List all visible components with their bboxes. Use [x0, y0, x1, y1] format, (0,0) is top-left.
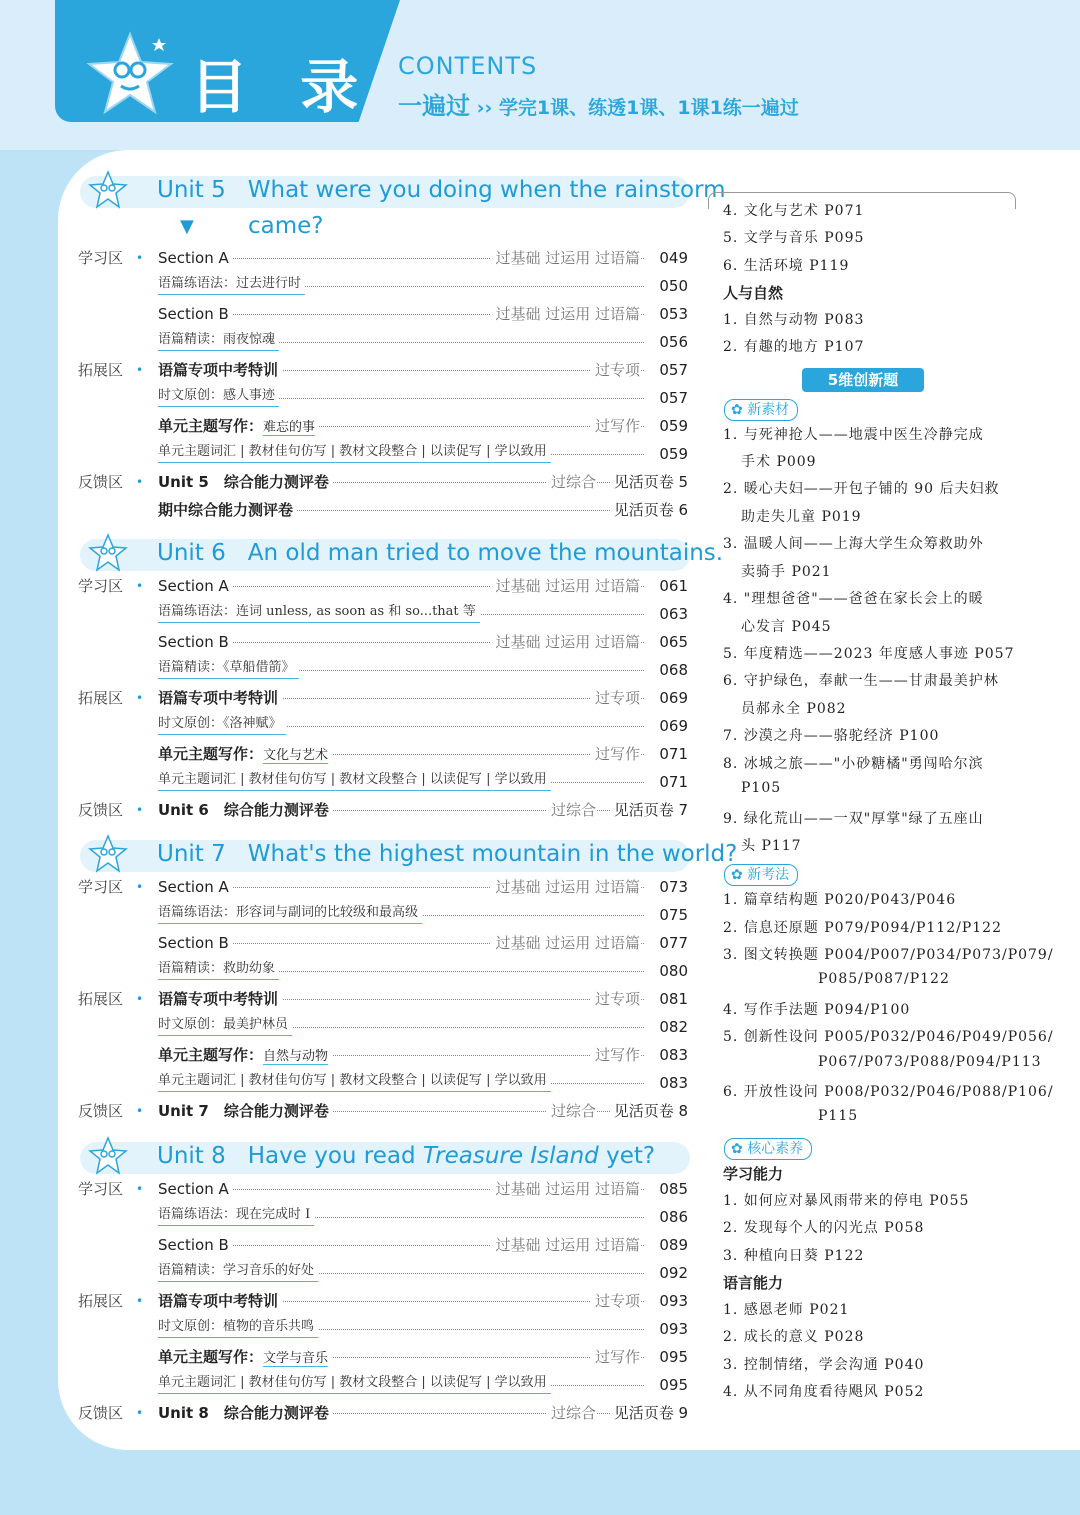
zone-label: 反馈区 [78, 1102, 124, 1120]
page-number: 073 [644, 875, 688, 899]
toc-entry-label[interactable]: 语篇练语法：形容词与副词的比较级和最高级 [158, 903, 422, 924]
theme-item: 4. 文化与艺术 P071 [723, 203, 865, 219]
bullet-icon: • [136, 1406, 144, 1420]
bullet-icon: • [136, 803, 144, 817]
page-number: 093 [644, 1317, 688, 1341]
toc-entry-label[interactable]: Section A [158, 246, 233, 270]
toc-row[interactable] [78, 358, 688, 382]
practice-tags: 过综合 [547, 470, 596, 494]
material-item: 5. 年度精选——2023 年度感人事迹 P057 [723, 646, 1015, 663]
section-heading: 学习能力 [723, 1165, 784, 1183]
exam-item: 3. 图文转换题 P004/P007/P034/P073/P079/ [723, 947, 1054, 963]
unit-subtitle: Have you read [247, 1143, 416, 1169]
toc-entry-label[interactable]: 单元主题写作：文学与音乐 [158, 1345, 332, 1371]
toc-entry-label[interactable]: 语篇精读：救助幼象 [158, 959, 279, 980]
toc-row[interactable] [78, 274, 688, 298]
page-number: 065 [644, 630, 688, 654]
toc-entry-label[interactable]: 语篇专项中考特训 [158, 358, 282, 382]
right-column [708, 192, 1054, 1432]
bullet-icon: • [136, 691, 144, 705]
page-number: 059 [644, 414, 688, 438]
page-number: 093 [644, 1289, 688, 1313]
toc-row[interactable] [78, 1317, 688, 1341]
toc-entry-label[interactable]: 时文原创：植物的音乐共鸣 [158, 1317, 318, 1338]
down-triangle-icon: ▼ [180, 216, 194, 237]
practice-tags: 过写作 [591, 1345, 640, 1369]
page-number: 086 [644, 1205, 688, 1229]
toc-row[interactable] [78, 574, 688, 598]
exam-item: 5. 创新性设问 P005/P032/P046/P049/P056/ [723, 1029, 1054, 1046]
zone-label: 拓展区 [78, 361, 124, 379]
page-number: 083 [644, 1043, 688, 1067]
bullet-icon: • [136, 1182, 144, 1196]
toc-row[interactable] [78, 1015, 688, 1039]
toc-row[interactable] [78, 714, 688, 738]
zone-label: 反馈区 [78, 801, 124, 819]
toc-entry-label[interactable]: Unit 8 综合能力测评卷 [158, 1401, 333, 1425]
arrow-icon: ›› [476, 97, 499, 119]
language-item: 1. 感恩老师 P021 [723, 1301, 850, 1318]
practice-tags: 过综合 [547, 1099, 596, 1123]
toc-row[interactable] [78, 742, 688, 766]
toc-row[interactable] [78, 959, 688, 983]
tag-label: 核心素养 [747, 1141, 804, 1157]
practice-tags: 过写作 [591, 742, 640, 766]
material-item-cont: 手术 P009 [741, 453, 817, 470]
material-item-cont: 助走失儿童 P019 [741, 508, 862, 525]
toc-row[interactable] [78, 686, 688, 710]
practice-tags: 过基础 过运用 过语篇 [491, 875, 640, 899]
toc-entry-label[interactable]: Section A [158, 875, 233, 899]
toc-entry-label[interactable]: 语篇精读：雨夜惊魂 [158, 330, 279, 351]
section-heading: 语言能力 [723, 1273, 784, 1292]
unit-number: Unit 6 [157, 540, 226, 566]
practice-tags: 过基础 过运用 过语篇 [491, 1177, 640, 1201]
exam-item: 2. 信息还原题 P079/P094/P112/P122 [723, 919, 1002, 936]
toc-entry-label[interactable]: 单元主题写作：文化与艺术 [158, 742, 332, 768]
material-item: 7. 沙漠之舟——骆驼经济 P100 [723, 728, 940, 745]
practice-tags: 过综合 [547, 1401, 596, 1425]
bullet-icon: • [136, 579, 144, 593]
learning-item: 3. 种植向日葵 P122 [723, 1247, 865, 1264]
practice-tags: 过写作 [591, 414, 640, 438]
unit-subtitle-line2: came? [248, 213, 324, 239]
toc-row[interactable] [78, 414, 688, 438]
new-exam-tag [724, 864, 798, 886]
material-item: 8. 冰城之旅——"小砂糖橘"勇闯哈尔滨 [723, 755, 984, 772]
exam-item: 6. 开放性设问 P008/P032/P046/P088/P106/ [723, 1084, 1054, 1101]
writing-topic: 难忘的事 [263, 420, 316, 435]
practice-tags: 过基础 过运用 过语篇 [491, 1233, 640, 1257]
toc-row[interactable] [78, 798, 688, 822]
bullet-icon: • [136, 1104, 144, 1118]
toc-entry-label[interactable]: 语篇精读：《草船借箭》 [158, 658, 299, 679]
exam-item: 4. 写作手法题 P094/P100 [723, 1001, 911, 1018]
exam-item-cont: P085/P087/P122 [818, 971, 950, 988]
practice-tags: 过基础 过运用 过语篇 [491, 931, 640, 955]
bullet-icon: • [136, 880, 144, 894]
tag-label: 新考法 [747, 867, 790, 884]
section-heading: 人与自然 [723, 283, 784, 302]
page-number: 见活页卷 5 [610, 470, 688, 494]
toc-entry-label[interactable]: 语篇专项中考特训 [158, 686, 282, 710]
toc-row[interactable] [78, 875, 688, 899]
practice-tags: 过专项 [591, 686, 640, 710]
material-item-cont: P105 [741, 779, 782, 796]
practice-tags: 过写作 [591, 1043, 640, 1067]
language-item: 4. 从不同角度看待飓风 P052 [723, 1383, 925, 1400]
writing-topic: 自然与动物 [263, 1049, 329, 1064]
unit-title [157, 177, 726, 203]
page-number: 077 [644, 931, 688, 955]
toc-row[interactable] [78, 931, 688, 955]
material-item: 4. "理想爸爸"——爸爸在家长会上的暖 [723, 591, 984, 608]
toc-row[interactable] [78, 246, 688, 270]
toc-row[interactable] [78, 386, 688, 410]
toc-row[interactable] [78, 442, 688, 466]
toc-entry-label[interactable]: 单元主题写作：难忘的事 [158, 414, 319, 440]
language-item: 2. 成长的意义 P028 [723, 1329, 865, 1346]
bullet-icon: • [136, 251, 144, 265]
contents-label: CONTENTS [398, 52, 538, 80]
writing-topic: 文化与艺术 [263, 748, 329, 763]
theme-item: 2. 有趣的地方 P107 [723, 339, 865, 356]
unit-subtitle-end: yet? [606, 1143, 656, 1169]
page-number: 057 [644, 358, 688, 382]
toc-entry-label[interactable]: 语篇练语法：过去进行时 [158, 274, 305, 295]
toc-row[interactable] [78, 987, 688, 1011]
toc-row[interactable] [78, 1043, 688, 1067]
star-mascot-icon [85, 30, 175, 120]
toc-entry-label[interactable]: Unit 7 综合能力测评卷 [158, 1099, 333, 1123]
toc-row[interactable] [78, 498, 688, 522]
toc-entry-label[interactable]: Section A [158, 574, 233, 598]
zone-label: 学习区 [78, 878, 124, 896]
page-number: 081 [644, 987, 688, 1011]
unit-number: Unit 8 [157, 1143, 226, 1169]
exam-item-cont: P067/P073/P088/P094/P113 [818, 1053, 1042, 1070]
unit-subtitle: What were you doing when the rainstorm [247, 177, 726, 203]
page-number: 095 [644, 1345, 688, 1369]
language-item: 3. 控制情绪，学会沟通 P040 [723, 1356, 925, 1373]
toc-row[interactable] [78, 1177, 688, 1201]
practice-tags: 过综合 [547, 798, 596, 822]
page-number: 085 [644, 1177, 688, 1201]
slogan [398, 86, 799, 121]
toc-row[interactable] [78, 630, 688, 654]
bullet-icon: • [136, 1294, 144, 1308]
innovation-badge: 5维创新题 [802, 368, 924, 392]
core-literacy-tag [724, 1138, 812, 1160]
material-item-cont: 卖骑手 P021 [741, 563, 832, 580]
zone-label: 拓展区 [78, 990, 124, 1008]
practice-tags: 过基础 过运用 过语篇 [491, 246, 640, 270]
toc-entry-label[interactable]: 语篇精读：学习音乐的好处 [158, 1261, 318, 1282]
unit-subtitle: What's the highest mountain in the world? [247, 841, 738, 867]
theme-item: 5. 文学与音乐 P095 [723, 230, 865, 247]
page-number: 095 [644, 1373, 688, 1397]
learning-item: 2. 发现每个人的闪光点 P058 [723, 1220, 925, 1237]
material-item-cont: 员郝永全 P082 [741, 700, 847, 717]
bullet-icon: • [136, 475, 144, 489]
zone-label: 学习区 [78, 577, 124, 595]
toc-entry-label[interactable]: 语篇练语法：连词 unless, as soon as 和 so...that 等 [158, 602, 480, 623]
page-number: 071 [644, 742, 688, 766]
unit-title [157, 1143, 655, 1169]
toc-entry-label[interactable]: 单元主题词汇 | 教材佳句仿写 | 教材文段整合 | 以读促写 | 学以致用 [158, 770, 551, 791]
toc-row[interactable] [78, 770, 688, 794]
unit-title [157, 540, 723, 566]
exam-item: 1. 篇章结构题 P020/P043/P046 [723, 892, 957, 909]
toc-entry-label[interactable]: 时文原创：最美护林员 [158, 1015, 292, 1036]
page-number: 056 [644, 330, 688, 354]
practice-tags: 过专项 [591, 987, 640, 1011]
tag-flower-icon: ✿ [731, 401, 748, 418]
toc-entry-label[interactable]: Section B [158, 1233, 233, 1257]
zone-label: 学习区 [78, 249, 124, 267]
zone-label: 拓展区 [78, 1292, 124, 1310]
practice-tags: 过基础 过运用 过语篇 [491, 630, 640, 654]
material-item: 2. 暖心夫妇——开包子铺的 90 后夫妇救 [723, 481, 1000, 498]
zone-label: 拓展区 [78, 689, 124, 707]
toc-entry-label[interactable]: 期中综合能力测评卷 [158, 498, 297, 522]
toc-row[interactable] [78, 1071, 688, 1095]
page-number: 063 [644, 602, 688, 626]
page-number: 见活页卷 6 [610, 498, 688, 522]
page-number: 059 [644, 442, 688, 466]
toc-entry-label[interactable]: Section B [158, 302, 233, 326]
page-number: 050 [644, 274, 688, 298]
toc-entry-label[interactable]: Section B [158, 630, 233, 654]
writing-topic: 文学与音乐 [263, 1351, 329, 1366]
toc-row[interactable] [78, 1289, 688, 1313]
toc-row[interactable] [78, 1233, 688, 1257]
toc-entry-label[interactable]: 单元主题写作：自然与动物 [158, 1043, 332, 1069]
unit-subtitle-italic: Treasure Island [415, 1143, 607, 1169]
star-mascot-icon [88, 834, 128, 874]
toc-entry-label[interactable]: 时文原创：感人事迹 [158, 386, 279, 407]
learning-item: 1. 如何应对暴风雨带来的停电 P055 [723, 1193, 970, 1209]
toc-entry-label[interactable]: 语篇专项中考特训 [158, 987, 282, 1011]
toc-entry-label[interactable]: 单元主题词汇 | 教材佳句仿写 | 教材文段整合 | 以读促写 | 学以致用 [158, 1373, 551, 1394]
page-number: 057 [644, 386, 688, 410]
page-number: 089 [644, 1233, 688, 1257]
header-band [0, 0, 1080, 150]
toc-row[interactable] [78, 1099, 688, 1123]
page-number: 069 [644, 714, 688, 738]
material-item-cont: 头 P117 [741, 837, 802, 854]
material-item: 1. 与死神抢人——地震中医生冷静完成 [723, 426, 984, 443]
toc-entry-label[interactable]: Unit 6 综合能力测评卷 [158, 798, 333, 822]
slogan-text: 学完1课、练透1课、1课1练一遍过 [498, 97, 799, 119]
toc-entry-label[interactable]: 语篇专项中考特训 [158, 1289, 282, 1313]
page-number: 069 [644, 686, 688, 710]
practice-tags: 过专项 [591, 358, 640, 382]
toc-row[interactable] [78, 903, 688, 927]
unit-title [157, 841, 737, 867]
page-title: 目 录 [190, 53, 375, 121]
zone-label: 学习区 [78, 1180, 124, 1198]
unit-number: Unit 5 [157, 177, 226, 203]
slogan-big: 一遍过 [398, 92, 470, 120]
page-number: 053 [644, 302, 688, 326]
unit-number: Unit 7 [157, 841, 226, 867]
page-number: 见活页卷 8 [610, 1099, 688, 1123]
page-number: 082 [644, 1015, 688, 1039]
page-number: 061 [644, 574, 688, 598]
toc-entry-label[interactable]: 时文原创：《洛神赋》 [158, 714, 286, 735]
material-item: 9. 绿化荒山——一双"厚掌"绿了五座山 [723, 810, 984, 827]
page-number: 见活页卷 7 [610, 798, 688, 822]
page-number: 075 [644, 903, 688, 927]
toc-entry-label[interactable]: Section A [158, 1177, 233, 1201]
tag-label: 新素材 [747, 401, 790, 418]
new-material-tag [724, 399, 798, 421]
page-number: 083 [644, 1071, 688, 1095]
toc-entry-label[interactable]: Unit 5 综合能力测评卷 [158, 470, 333, 494]
page-number: 080 [644, 959, 688, 983]
toc-row[interactable] [78, 1373, 688, 1397]
toc-row[interactable] [78, 1205, 688, 1229]
tag-flower-icon: ✿ [731, 1141, 748, 1157]
zone-label: 反馈区 [78, 1404, 124, 1422]
toc-entry-label[interactable]: Section B [158, 931, 233, 955]
toc-entry-label[interactable]: 单元主题词汇 | 教材佳句仿写 | 教材文段整合 | 以读促写 | 学以致用 [158, 1071, 551, 1092]
practice-tags: 过基础 过运用 过语篇 [491, 302, 640, 326]
page-number: 071 [644, 770, 688, 794]
theme-item: 1. 自然与动物 P083 [723, 311, 865, 328]
material-item-cont: 心发言 P045 [741, 618, 832, 635]
theme-item: 6. 生活环境 P119 [723, 257, 850, 274]
toc-row[interactable] [78, 1345, 688, 1369]
tag-flower-icon: ✿ [731, 867, 748, 884]
toc-row[interactable] [78, 602, 688, 626]
star-mascot-icon [88, 533, 128, 573]
toc-row[interactable] [78, 330, 688, 354]
toc-entry-label[interactable]: 单元主题词汇 | 教材佳句仿写 | 教材文段整合 | 以读促写 | 学以致用 [158, 442, 551, 463]
star-mascot-icon [88, 170, 128, 210]
toc-entry-label[interactable]: 语篇练语法：现在完成时 Ⅰ [158, 1205, 314, 1226]
toc-row[interactable] [78, 302, 688, 326]
practice-tags: 过专项 [591, 1289, 640, 1313]
bullet-icon: • [136, 992, 144, 1006]
page-number: 092 [644, 1261, 688, 1285]
material-item: 3. 温暖人间——上海大学生众筹救助外 [723, 536, 984, 553]
toc-row[interactable] [78, 470, 688, 494]
unit-subtitle: An old man tried to move the mountains. [247, 540, 724, 566]
exam-item-cont: P115 [818, 1108, 859, 1125]
material-item: 6. 守护绿色，奉献一生——甘肃最美护林 [723, 673, 999, 690]
zone-label: 反馈区 [78, 473, 124, 491]
bullet-icon: • [136, 363, 144, 377]
star-mascot-icon [88, 1136, 128, 1176]
page-number: 068 [644, 658, 688, 682]
toc-row[interactable] [78, 658, 688, 682]
toc-row[interactable] [78, 1401, 688, 1425]
practice-tags: 过基础 过运用 过语篇 [491, 574, 640, 598]
toc-row[interactable] [78, 1261, 688, 1285]
page-number: 049 [644, 246, 688, 270]
page-number: 见活页卷 9 [610, 1401, 688, 1425]
